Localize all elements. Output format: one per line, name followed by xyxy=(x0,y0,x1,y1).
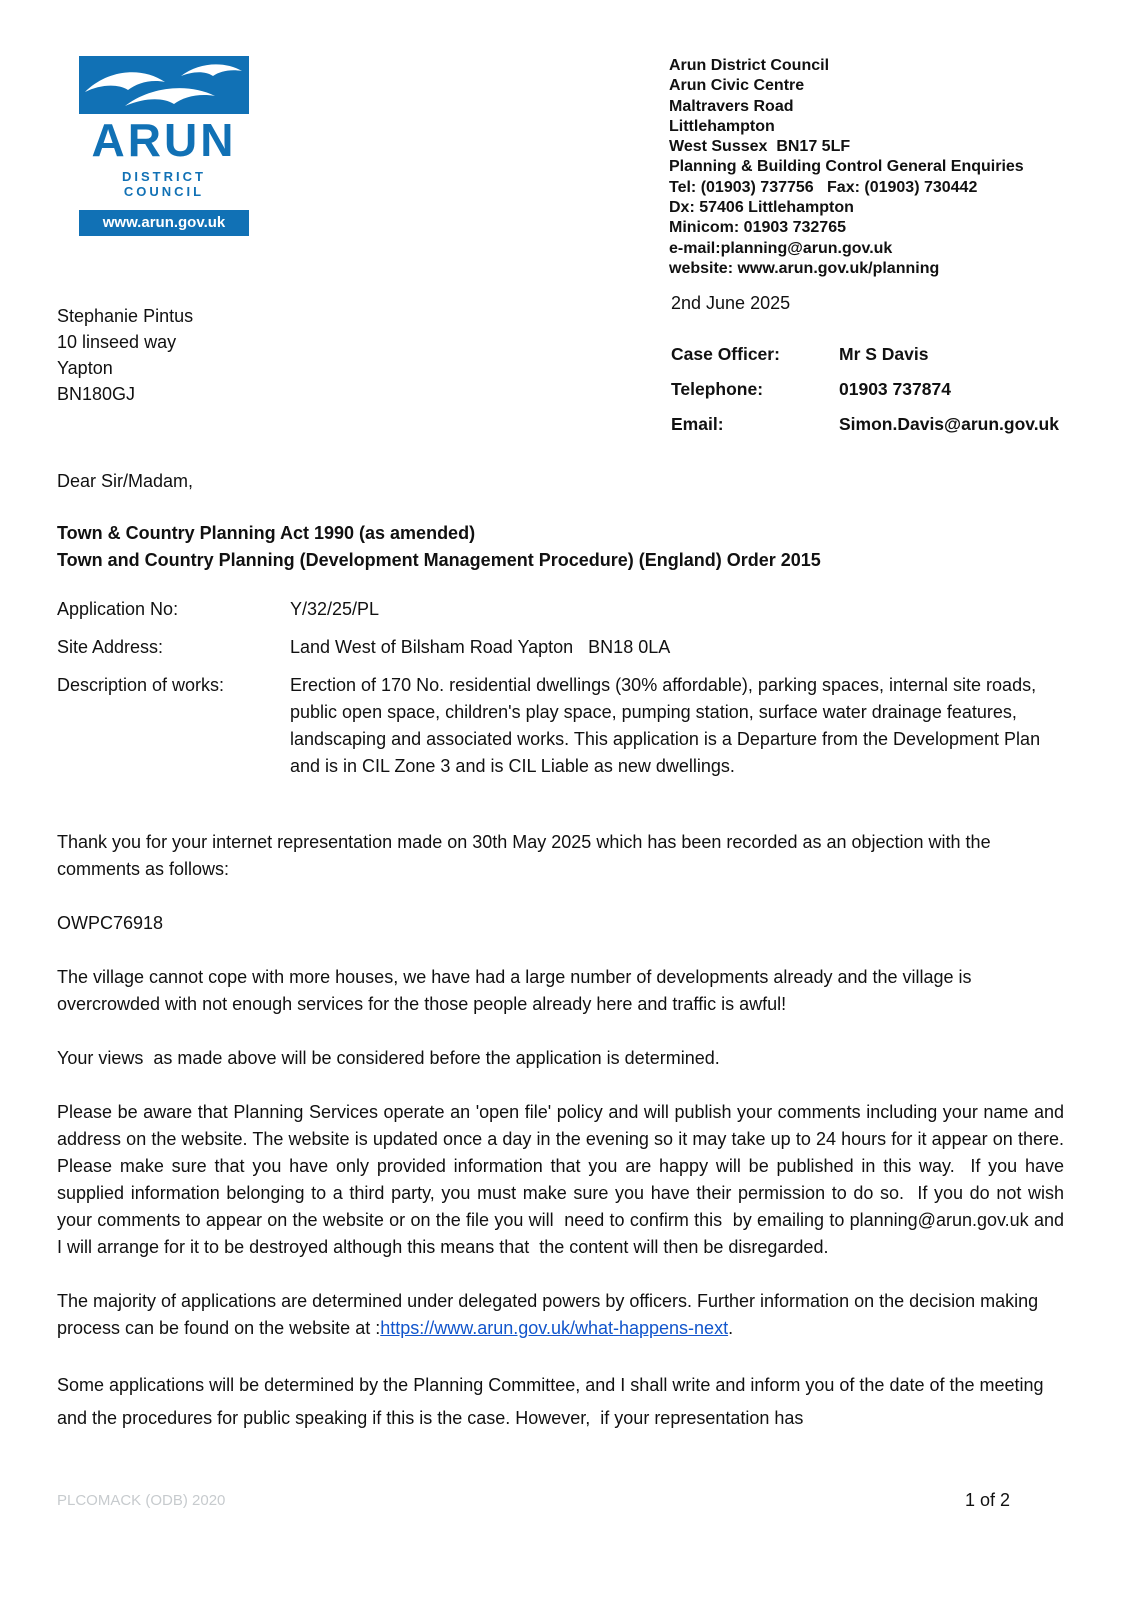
sender-website-line: website: www.arun.gov.uk/planning xyxy=(669,259,940,277)
telephone-label: Telephone: xyxy=(671,379,764,400)
sender-line: Minicom: 01903 732765 xyxy=(669,219,846,237)
application-no-row xyxy=(57,596,1064,623)
delegated-powers-text: The majority of applications are determined under delegated powers by officers. Further information on the decision making process can be found on the website at : xyxy=(57,1291,1044,1339)
sender-line: Planning & Building Control General Enquiries xyxy=(669,158,1024,176)
case-officer-label: Case Officer: xyxy=(671,344,780,365)
description-row xyxy=(57,672,1064,780)
what-happens-next-link[interactable]: https://www.arun.gov.uk/what-happens-next xyxy=(380,1318,729,1339)
application-no-label: Application No: xyxy=(57,599,179,620)
site-address-value: Land West of Bilsham Road Yapton BN18 0LA xyxy=(290,637,671,658)
date-officer-column xyxy=(671,293,1081,449)
site-address-row xyxy=(57,634,1064,661)
email-value: Simon.Davis@arun.gov.uk xyxy=(839,414,1059,435)
sentence-period: . xyxy=(728,1318,734,1339)
letter-body xyxy=(0,791,1130,1435)
views-considered-paragraph: Your views as made above will be considered before the application is determined. xyxy=(57,1048,720,1069)
arun-logo xyxy=(79,56,249,236)
recipient-line: BN180GJ xyxy=(57,384,136,405)
planning-order-heading: Town and Country Planning (Development Management Procedure) (England) Order 2015 xyxy=(57,550,821,571)
recipient-line: Yapton xyxy=(57,358,113,379)
sender-line: Dx: 57406 Littlehampton xyxy=(669,199,854,217)
page-number: 1 of 2 xyxy=(965,1490,1011,1510)
description-value: Erection of 170 No. residential dwellings (30% affordable), parking spaces, internal site roads, public open space, children's play space, pumping station, surface water drainage features, landscaping and associated works. This application is a Departure from the Development Plan and is in CIL Zone 3 and is CIL Liable as new dwellings. xyxy=(290,675,1046,777)
recipient-line: Stephanie Pintus xyxy=(57,306,194,327)
application-details-table xyxy=(0,574,1130,780)
planning-committee-paragraph: Some applications will be determined by the Planning Committee, and I shall write and inform you of the date of the meeting and the procedures for public speaking if this is the case. However, if your representation has xyxy=(57,1375,1049,1429)
sender-line: Maltravers Road xyxy=(669,97,794,115)
sender-line: Littlehampton xyxy=(669,117,775,135)
sender-address-block xyxy=(669,56,1081,279)
salutation: Dear Sir/Madam, xyxy=(57,471,194,492)
site-address-label: Site Address: xyxy=(57,637,164,658)
description-label: Description of works: xyxy=(57,675,225,696)
legal-headings xyxy=(0,492,1130,574)
recipient-address-block xyxy=(57,293,193,449)
telephone-row xyxy=(671,379,1081,400)
open-file-policy-paragraph: Please be aware that Planning Services operate an 'open file' policy and will publish your comments including your name and address on the website. The website is updated once a day in the evening so it may take up to 24 hours for it appear on there. Please make sure that you have only provided information that you are happy will be published in this way. If you have supplied information belonging to a third party, you must make sure you have their permission to do so. If you do not wish your comments to appear on the website or on the file you will need to confirm this by emailing to planning@arun.gov.uk and I will arrange for it to be destroyed although this means that the content will then be disregarded. xyxy=(57,1102,1075,1258)
logo-website-bar: www.arun.gov.uk xyxy=(79,210,249,236)
acknowledgement-paragraph: Thank you for your internet representation made on 30th May 2025 which has been recorded as an objection with the comments as follows: xyxy=(57,832,996,880)
logo-subtitle: DISTRICT COUNCIL xyxy=(122,169,206,200)
footer-doc-code: PLCOMACK (ODB) 2020 xyxy=(57,1492,226,1509)
arun-birds-icon xyxy=(79,56,249,114)
logo-wordmark: ARUN xyxy=(91,114,237,166)
application-no-value: Y/32/25/PL xyxy=(290,599,380,620)
email-row xyxy=(671,414,1081,435)
case-officer-value: Mr S Davis xyxy=(839,344,929,365)
sender-email-line: e-mail:planning@arun.gov.uk xyxy=(669,239,893,257)
email-label: Email: xyxy=(671,414,724,435)
case-officer-row xyxy=(671,344,1081,365)
sender-line: Arun Civic Centre xyxy=(669,77,805,95)
delegated-powers-paragraph xyxy=(57,1288,1064,1342)
address-and-officer-section xyxy=(0,279,1130,449)
letter-header xyxy=(0,0,1130,279)
telephone-value: 01903 737874 xyxy=(839,379,951,400)
planning-act-heading: Town & Country Planning Act 1990 (as amended) xyxy=(57,523,476,544)
sender-line: Tel: (01903) 737756 Fax: (01903) 730442 xyxy=(669,178,978,196)
recipient-line: 10 linseed way xyxy=(57,332,177,353)
sender-line: Arun District Council xyxy=(669,57,830,74)
comments-paragraph: The village cannot cope with more houses, we have had a large number of developments already and the village is overcrowded with not enough services for the those people already here and traffic is awful! xyxy=(57,967,977,1015)
letter-date: 2nd June 2025 xyxy=(671,293,791,314)
sender-line: West Sussex BN17 5LF xyxy=(669,138,851,156)
reference-code: OWPC76918 xyxy=(57,913,164,934)
case-officer-table xyxy=(671,344,1081,435)
